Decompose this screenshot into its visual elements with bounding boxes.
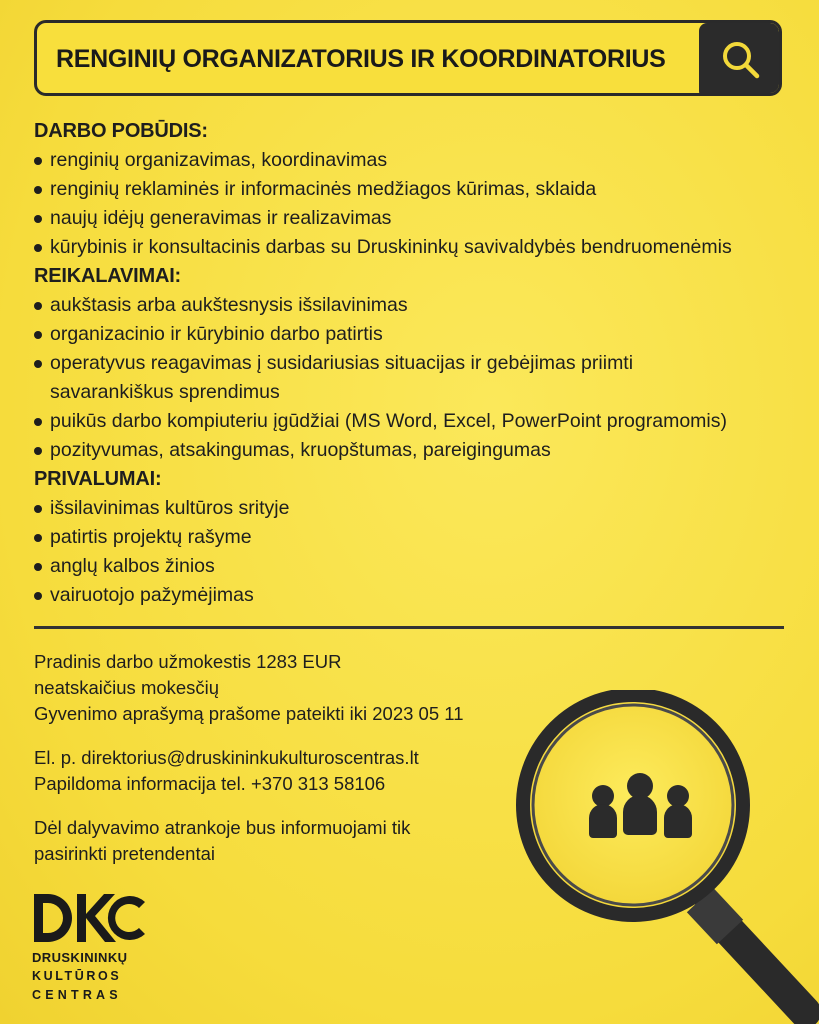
list-item: operatyvus reagavimas į susidariusias situacijas ir gebėjimas priimti savarankiškus sprendimus <box>34 349 710 407</box>
list-item: renginių reklaminės ir informacinės medžiagos kūrimas, sklaida <box>34 175 804 204</box>
list-item: kūrybinis ir konsultacinis darbas su Druskininkų savivaldybės bendruomenėmis <box>34 233 804 262</box>
list-item: vairuotojo pažymėjimas <box>34 581 804 610</box>
phone-text: Papildoma informacija tel. +370 313 58106 <box>34 773 386 794</box>
salary-note: neatskaičius mokesčių <box>34 677 220 698</box>
magnifying-glass-people-icon <box>505 690 819 1024</box>
divider <box>34 626 784 629</box>
search-button <box>699 23 779 96</box>
section-advantages <box>34 465 804 610</box>
contact-block <box>34 745 554 797</box>
section-title: PRIVALUMAI: <box>34 468 162 490</box>
list-item: anglų kalbos žinios <box>34 552 804 581</box>
salary-block <box>34 649 554 727</box>
email-text: El. p. direktorius@druskininkukulturoscentras.lt <box>34 747 419 768</box>
logo-line-1: DRUSKININKŲ <box>32 950 128 965</box>
list-item: išsilavinimas kultūros srityje <box>34 494 804 523</box>
search-icon <box>719 38 763 82</box>
section-title: DARBO POBŪDIS: <box>34 120 208 142</box>
contact-info <box>34 649 554 885</box>
logo-line-3: CENTRAS <box>32 988 122 1002</box>
list-item: patirtis projektų rašyme <box>34 523 804 552</box>
logo-line-2: KULTŪROS <box>32 969 122 983</box>
section-requirements <box>34 262 804 465</box>
section-title: REIKALAVIMAI: <box>34 265 182 287</box>
notice-text-2: pasirinkti pretendentai <box>34 843 215 864</box>
list-item: renginių organizavimas, koordinavimas <box>34 146 804 175</box>
search-bar <box>34 20 782 96</box>
job-title: RENGINIŲ ORGANIZATORIUS IR KOORDINATORIUS <box>56 45 666 73</box>
notice-block <box>34 815 554 867</box>
job-description <box>34 117 804 610</box>
list-item: puikūs darbo kompiuteriu įgūdžiai (MS Word, Excel, PowerPoint programomis) <box>34 407 804 436</box>
dkc-logo <box>32 890 162 1010</box>
notice-text: Dėl dalyvavimo atrankoje bus informuojami tik <box>34 817 411 838</box>
list-item: aukštasis arba aukštesnysis išsilavinimas <box>34 291 804 320</box>
dkc-logo-mark <box>32 890 147 948</box>
deadline-text: Gyvenimo aprašymą prašome pateikti iki 2023 05 11 <box>34 703 464 724</box>
list-item: pozityvumas, atsakingumas, kruopštumas, pareigingumas <box>34 436 804 465</box>
section-duties <box>34 117 804 262</box>
list-item: naujų idėjų generavimas ir realizavimas <box>34 204 804 233</box>
salary-text: Pradinis darbo užmokestis 1283 EUR <box>34 651 342 672</box>
list-item: organizacinio ir kūrybinio darbo patirtis <box>34 320 804 349</box>
